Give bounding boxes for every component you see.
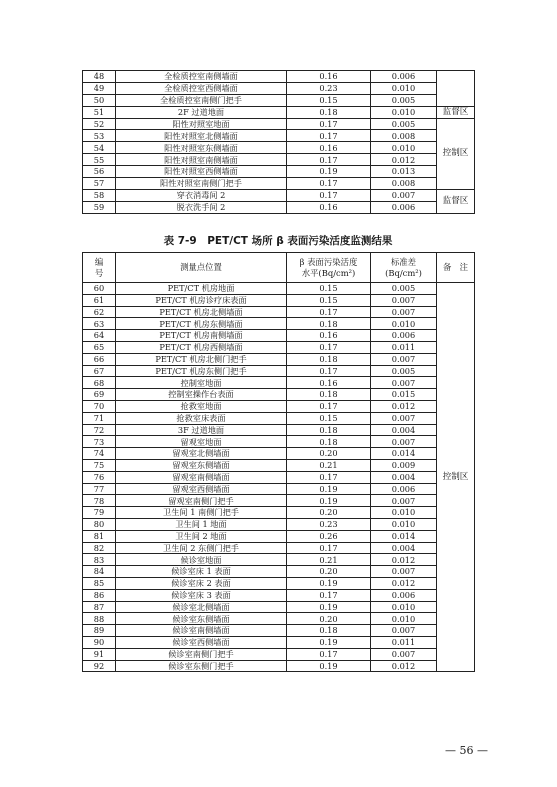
row-activity: 0.19: [287, 166, 371, 178]
row-location: 候诊室地面: [116, 554, 287, 566]
row-std: 0.007: [371, 566, 437, 578]
row-activity: 0.18: [287, 353, 371, 365]
row-number: 78: [83, 495, 116, 507]
row-location: PET/CT 机房西侧墙面: [116, 341, 287, 353]
table-row: [83, 353, 475, 365]
row-location: PET/CT 机房诊疗床表面: [116, 294, 287, 306]
row-activity: 0.17: [287, 542, 371, 554]
row-number: 62: [83, 306, 116, 318]
row-std: 0.010: [371, 601, 437, 613]
row-location: 全检质控室南侧墙面: [116, 71, 287, 83]
row-number: 53: [83, 130, 116, 142]
row-number: 65: [83, 341, 116, 353]
row-activity: 0.16: [287, 71, 371, 83]
row-number: 85: [83, 577, 116, 589]
row-location: 阳性对照室西侧墙面: [116, 166, 287, 178]
row-activity: 0.17: [287, 365, 371, 377]
page-number: — 56 —: [445, 744, 488, 757]
row-number: 68: [83, 377, 116, 389]
row-activity: 0.16: [287, 330, 371, 342]
table-row: [83, 189, 475, 201]
row-activity: 0.17: [287, 648, 371, 660]
header-number: 编 号: [83, 253, 116, 283]
table-row: [83, 648, 475, 660]
table-row: [83, 436, 475, 448]
row-std: 0.012: [371, 400, 437, 412]
row-std: 0.006: [371, 201, 437, 213]
row-std: 0.008: [371, 130, 437, 142]
row-activity: 0.23: [287, 82, 371, 94]
row-std: 0.012: [371, 660, 437, 672]
row-number: 88: [83, 613, 116, 625]
row-location: 留观室东侧墙面: [116, 459, 287, 471]
table-row: [83, 542, 475, 554]
table-row: [83, 660, 475, 672]
row-activity: 0.16: [287, 377, 371, 389]
row-activity: 0.19: [287, 660, 371, 672]
table-row: [83, 566, 475, 578]
row-location: 留观室南侧墙面: [116, 471, 287, 483]
row-location: 抢救室地面: [116, 400, 287, 412]
row-std: 0.012: [371, 577, 437, 589]
table-row: [83, 318, 475, 330]
table-row: [83, 459, 475, 471]
row-location: 候诊室西侧墙面: [116, 636, 287, 648]
row-std: 0.010: [371, 318, 437, 330]
row-location: 3F 过道地面: [116, 424, 287, 436]
table-caption: 表 7-9 PET/CT 场所 β 表面污染活度监测结果: [163, 235, 393, 247]
row-number: 56: [83, 166, 116, 178]
row-number: 51: [83, 106, 116, 118]
table-row: [83, 365, 475, 377]
row-std: 0.011: [371, 341, 437, 353]
row-location: 留观室西侧墙面: [116, 483, 287, 495]
row-location: 候诊室床 1 表面: [116, 566, 287, 578]
table-header-row: [83, 253, 475, 283]
row-number: 90: [83, 636, 116, 648]
row-number: 84: [83, 566, 116, 578]
row-number: 79: [83, 507, 116, 519]
row-number: 66: [83, 353, 116, 365]
table-row: [83, 495, 475, 507]
row-std: 0.004: [371, 471, 437, 483]
row-location: PET/CT 机房北侧门把手: [116, 353, 287, 365]
row-std: 0.007: [371, 495, 437, 507]
row-number: 63: [83, 318, 116, 330]
row-std: 0.007: [371, 625, 437, 637]
row-activity: 0.17: [287, 189, 371, 201]
row-std: 0.006: [371, 483, 437, 495]
row-number: 55: [83, 154, 116, 166]
row-location: 留观室南侧门把手: [116, 495, 287, 507]
row-activity: 0.21: [287, 554, 371, 566]
row-number: 59: [83, 201, 116, 213]
row-std: 0.010: [371, 82, 437, 94]
row-std: 0.007: [371, 648, 437, 660]
row-number: 71: [83, 412, 116, 424]
row-activity: 0.17: [287, 400, 371, 412]
table-row: [83, 400, 475, 412]
table-row: [83, 589, 475, 601]
row-location: PET/CT 机房北侧墙面: [116, 306, 287, 318]
row-activity: 0.23: [287, 518, 371, 530]
row-location: 控制室地面: [116, 377, 287, 389]
row-location: 阳性对照室北侧墙面: [116, 130, 287, 142]
row-number: 82: [83, 542, 116, 554]
table-row: [83, 448, 475, 460]
table-row: [83, 71, 475, 83]
row-std: 0.006: [371, 71, 437, 83]
row-activity: 0.20: [287, 566, 371, 578]
row-note: 控制区: [437, 118, 475, 189]
row-number: 81: [83, 530, 116, 542]
table-row: [83, 471, 475, 483]
row-activity: 0.20: [287, 507, 371, 519]
row-activity: 0.18: [287, 106, 371, 118]
row-location: 阳性对照室地面: [116, 118, 287, 130]
table-row: [83, 377, 475, 389]
row-note: 监督区: [437, 189, 475, 213]
row-std: 0.007: [371, 294, 437, 306]
row-location: 候诊室东侧墙面: [116, 613, 287, 625]
row-activity: 0.19: [287, 495, 371, 507]
row-number: 69: [83, 389, 116, 401]
row-std: 0.010: [371, 518, 437, 530]
beta-contamination-table: [82, 252, 475, 672]
row-std: 0.005: [371, 283, 437, 295]
row-number: 86: [83, 589, 116, 601]
row-activity: 0.15: [287, 294, 371, 306]
table-row: [83, 554, 475, 566]
row-activity: 0.18: [287, 389, 371, 401]
row-number: 73: [83, 436, 116, 448]
row-std: 0.009: [371, 459, 437, 471]
row-location: 候诊室床 3 表面: [116, 589, 287, 601]
row-number: 75: [83, 459, 116, 471]
table-row: [83, 166, 475, 178]
row-number: 54: [83, 142, 116, 154]
table-row: [83, 283, 475, 295]
row-std: 0.005: [371, 94, 437, 106]
row-activity: 0.19: [287, 601, 371, 613]
continued-table: [82, 70, 475, 214]
table-row: [83, 636, 475, 648]
row-location: 阳性对照室南侧门把手: [116, 178, 287, 190]
row-number: 57: [83, 178, 116, 190]
row-number: 48: [83, 71, 116, 83]
table-row: [83, 330, 475, 342]
row-location: 卫生间 1 南侧门把手: [116, 507, 287, 519]
table-row: [83, 613, 475, 625]
zone-note: 控制区: [437, 283, 475, 672]
row-activity: 0.16: [287, 142, 371, 154]
row-std: 0.007: [371, 353, 437, 365]
table-row: [83, 142, 475, 154]
header-activity: β 表面污染活度 水平(Bq/cm²): [287, 253, 371, 283]
row-std: 0.005: [371, 118, 437, 130]
row-location: PET/CT 机房东侧门把手: [116, 365, 287, 377]
header-std: 标准差 (Bq/cm²): [371, 253, 437, 283]
header-location: 测量点位置: [116, 253, 287, 283]
table-row: [83, 294, 475, 306]
row-number: 67: [83, 365, 116, 377]
row-number: 52: [83, 118, 116, 130]
row-activity: 0.17: [287, 589, 371, 601]
row-number: 83: [83, 554, 116, 566]
row-number: 61: [83, 294, 116, 306]
row-std: 0.008: [371, 178, 437, 190]
row-number: 60: [83, 283, 116, 295]
row-note: 监督区: [437, 106, 475, 118]
row-std: 0.012: [371, 154, 437, 166]
row-std: 0.005: [371, 365, 437, 377]
row-note-empty: [437, 71, 475, 107]
table-row: [83, 518, 475, 530]
row-location: 候诊室东侧门把手: [116, 660, 287, 672]
table-row: [83, 412, 475, 424]
row-activity: 0.20: [287, 448, 371, 460]
row-location: 卫生间 2 地面: [116, 530, 287, 542]
table-row: [83, 483, 475, 495]
row-std: 0.007: [371, 436, 437, 448]
table-row: [83, 82, 475, 94]
row-activity: 0.17: [287, 130, 371, 142]
row-location: 全检质控室西侧墙面: [116, 82, 287, 94]
row-std: 0.007: [371, 189, 437, 201]
row-number: 72: [83, 424, 116, 436]
header-note: 备 注: [437, 253, 475, 283]
row-activity: 0.19: [287, 483, 371, 495]
table-row: [83, 389, 475, 401]
table-row: [83, 94, 475, 106]
table-row: [83, 341, 475, 353]
table-row: [83, 106, 475, 118]
table-row: [83, 178, 475, 190]
row-std: 0.010: [371, 142, 437, 154]
row-std: 0.007: [371, 377, 437, 389]
row-std: 0.006: [371, 330, 437, 342]
row-location: 穿衣消毒间 2: [116, 189, 287, 201]
row-location: 2F 过道地面: [116, 106, 287, 118]
row-std: 0.007: [371, 306, 437, 318]
table-row: [83, 154, 475, 166]
row-std: 0.013: [371, 166, 437, 178]
row-activity: 0.18: [287, 424, 371, 436]
row-activity: 0.17: [287, 341, 371, 353]
row-number: 58: [83, 189, 116, 201]
table-row: [83, 130, 475, 142]
row-location: 全检质控室南侧门把手: [116, 94, 287, 106]
row-location: 脱衣洗手间 2: [116, 201, 287, 213]
row-std: 0.014: [371, 530, 437, 542]
row-activity: 0.18: [287, 625, 371, 637]
row-location: 留观室北侧墙面: [116, 448, 287, 460]
row-std: 0.012: [371, 554, 437, 566]
row-location: PET/CT 机房东侧墙面: [116, 318, 287, 330]
row-std: 0.014: [371, 448, 437, 460]
table-row: [83, 625, 475, 637]
row-activity: 0.15: [287, 412, 371, 424]
row-number: 64: [83, 330, 116, 342]
row-number: 89: [83, 625, 116, 637]
row-location: 候诊室南侧门把手: [116, 648, 287, 660]
table-row: [83, 201, 475, 213]
table-row: [83, 424, 475, 436]
row-location: 候诊室南侧墙面: [116, 625, 287, 637]
row-activity: 0.16: [287, 201, 371, 213]
row-location: 抢救室床表面: [116, 412, 287, 424]
table-row: [83, 577, 475, 589]
row-std: 0.004: [371, 542, 437, 554]
row-location: 阳性对照室东侧墙面: [116, 142, 287, 154]
row-number: 80: [83, 518, 116, 530]
row-location: 控制室操作台表面: [116, 389, 287, 401]
row-activity: 0.17: [287, 154, 371, 166]
row-number: 74: [83, 448, 116, 460]
row-activity: 0.17: [287, 306, 371, 318]
row-std: 0.010: [371, 507, 437, 519]
table-row: [83, 601, 475, 613]
row-number: 50: [83, 94, 116, 106]
row-activity: 0.15: [287, 94, 371, 106]
row-activity: 0.19: [287, 577, 371, 589]
row-activity: 0.19: [287, 636, 371, 648]
row-activity: 0.20: [287, 613, 371, 625]
row-location: PET/CT 机房地面: [116, 283, 287, 295]
row-activity: 0.17: [287, 178, 371, 190]
row-activity: 0.17: [287, 471, 371, 483]
row-number: 91: [83, 648, 116, 660]
row-std: 0.004: [371, 424, 437, 436]
row-std: 0.010: [371, 106, 437, 118]
row-number: 76: [83, 471, 116, 483]
row-activity: 0.21: [287, 459, 371, 471]
row-number: 92: [83, 660, 116, 672]
row-std: 0.011: [371, 636, 437, 648]
row-activity: 0.18: [287, 436, 371, 448]
row-activity: 0.17: [287, 118, 371, 130]
row-location: 候诊室床 2 表面: [116, 577, 287, 589]
row-number: 87: [83, 601, 116, 613]
row-activity: 0.26: [287, 530, 371, 542]
row-location: 阳性对照室南侧墙面: [116, 154, 287, 166]
row-location: 卫生间 2 东侧门把手: [116, 542, 287, 554]
table-row: [83, 530, 475, 542]
row-number: 49: [83, 82, 116, 94]
row-std: 0.006: [371, 589, 437, 601]
row-number: 77: [83, 483, 116, 495]
row-location: 卫生间 1 地面: [116, 518, 287, 530]
table-row: [83, 306, 475, 318]
row-std: 0.010: [371, 613, 437, 625]
row-activity: 0.15: [287, 283, 371, 295]
row-location: 候诊室北侧墙面: [116, 601, 287, 613]
table-row: [83, 118, 475, 130]
row-number: 70: [83, 400, 116, 412]
table-row: [83, 507, 475, 519]
row-activity: 0.18: [287, 318, 371, 330]
row-std: 0.007: [371, 412, 437, 424]
row-location: PET/CT 机房南侧墙面: [116, 330, 287, 342]
row-location: 留观室地面: [116, 436, 287, 448]
row-std: 0.015: [371, 389, 437, 401]
